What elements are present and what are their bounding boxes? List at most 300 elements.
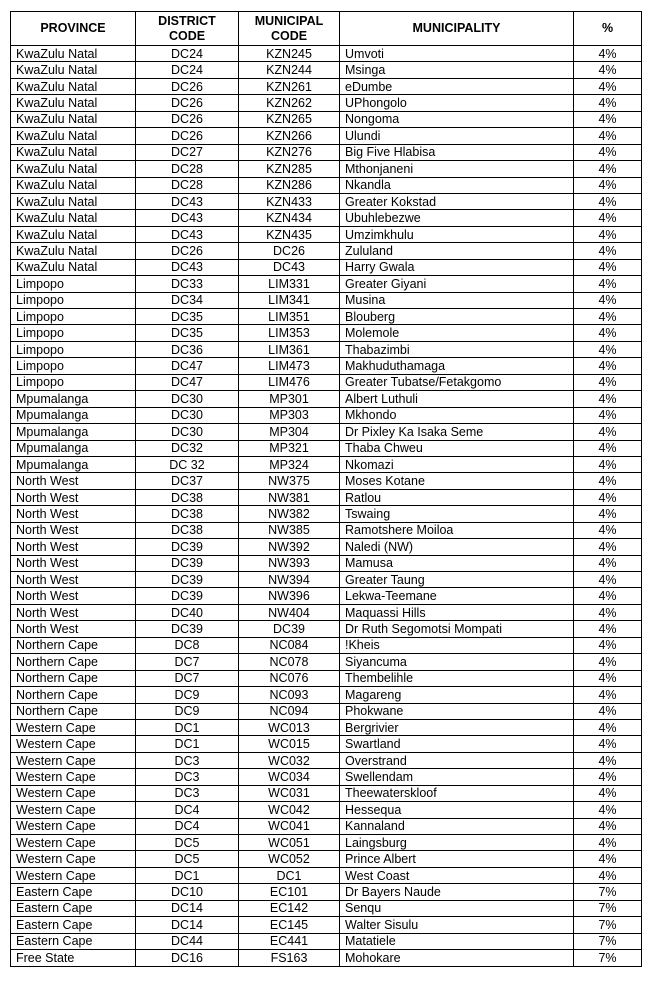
cell-province: Western Cape	[11, 752, 136, 768]
table-row	[11, 78, 642, 94]
cell-province: KwaZulu Natal	[11, 210, 136, 226]
cell-municipal-code: DC26	[239, 243, 340, 259]
cell-percent: 4%	[574, 736, 642, 752]
table-row	[11, 226, 642, 242]
cell-province: Limpopo	[11, 292, 136, 308]
cell-municipal-code: NW381	[239, 489, 340, 505]
cell-province: North West	[11, 473, 136, 489]
cell-municipality: Mohokare	[340, 950, 574, 966]
cell-percent: 4%	[574, 473, 642, 489]
cell-province: Northern Cape	[11, 654, 136, 670]
cell-percent: 4%	[574, 719, 642, 735]
table-row	[11, 95, 642, 111]
cell-municipality: Nkomazi	[340, 456, 574, 472]
cell-municipality: Albert Luthuli	[340, 391, 574, 407]
cell-percent: 4%	[574, 128, 642, 144]
cell-percent: 4%	[574, 506, 642, 522]
table-row	[11, 473, 642, 489]
municipality-table	[10, 11, 642, 967]
cell-municipality: Ubuhlebezwe	[340, 210, 574, 226]
table-row	[11, 391, 642, 407]
cell-municipal-code: EC145	[239, 917, 340, 933]
table-row	[11, 588, 642, 604]
cell-municipal-code: NW404	[239, 604, 340, 620]
cell-percent: 4%	[574, 309, 642, 325]
cell-percent: 4%	[574, 835, 642, 851]
cell-municipality: West Coast	[340, 867, 574, 883]
cell-percent: 4%	[574, 391, 642, 407]
header-province: PROVINCE	[11, 12, 136, 46]
cell-municipal-code: WC031	[239, 785, 340, 801]
cell-percent: 4%	[574, 341, 642, 357]
table-row	[11, 555, 642, 571]
cell-province: KwaZulu Natal	[11, 144, 136, 160]
cell-municipality: Big Five Hlabisa	[340, 144, 574, 160]
cell-province: Western Cape	[11, 835, 136, 851]
table-row	[11, 670, 642, 686]
cell-province: North West	[11, 522, 136, 538]
cell-municipal-code: KZN262	[239, 95, 340, 111]
header-percent: %	[574, 12, 642, 46]
table-header	[11, 12, 642, 46]
cell-province: Limpopo	[11, 374, 136, 390]
cell-district-code: DC4	[136, 818, 239, 834]
cell-province: Limpopo	[11, 325, 136, 341]
cell-municipal-code: NC078	[239, 654, 340, 670]
cell-municipal-code: WC032	[239, 752, 340, 768]
table-row	[11, 950, 642, 966]
cell-district-code: DC38	[136, 522, 239, 538]
table-row	[11, 900, 642, 916]
cell-municipal-code: KZN433	[239, 193, 340, 209]
cell-municipal-code: LIM341	[239, 292, 340, 308]
cell-municipal-code: KZN276	[239, 144, 340, 160]
cell-province: Western Cape	[11, 719, 136, 735]
cell-municipal-code: WC052	[239, 851, 340, 867]
cell-percent: 4%	[574, 226, 642, 242]
cell-municipality: Thabazimbi	[340, 341, 574, 357]
cell-municipality: Matatiele	[340, 933, 574, 949]
cell-district-code: DC14	[136, 917, 239, 933]
cell-municipal-code: EC101	[239, 884, 340, 900]
cell-municipality: Ramotshere Moiloa	[340, 522, 574, 538]
cell-province: Mpumalanga	[11, 407, 136, 423]
table-row	[11, 210, 642, 226]
table-row	[11, 621, 642, 637]
cell-province: KwaZulu Natal	[11, 193, 136, 209]
cell-municipality: Overstrand	[340, 752, 574, 768]
cell-municipality: Dr Pixley Ka Isaka Seme	[340, 424, 574, 440]
cell-district-code: DC32	[136, 440, 239, 456]
table-row	[11, 325, 642, 341]
cell-district-code: DC5	[136, 851, 239, 867]
cell-district-code: DC26	[136, 95, 239, 111]
cell-municipal-code: KZN261	[239, 78, 340, 94]
cell-district-code: DC7	[136, 654, 239, 670]
cell-municipal-code: NC076	[239, 670, 340, 686]
cell-percent: 4%	[574, 637, 642, 653]
cell-municipality: Msinga	[340, 62, 574, 78]
cell-district-code: DC34	[136, 292, 239, 308]
table-row	[11, 424, 642, 440]
cell-percent: 7%	[574, 917, 642, 933]
cell-municipality: Walter Sisulu	[340, 917, 574, 933]
header-district-code	[136, 12, 239, 46]
cell-district-code: DC39	[136, 572, 239, 588]
cell-district-code: DC43	[136, 210, 239, 226]
cell-municipal-code: WC041	[239, 818, 340, 834]
cell-municipality: UPhongolo	[340, 95, 574, 111]
cell-municipal-code: FS163	[239, 950, 340, 966]
cell-municipality: Senqu	[340, 900, 574, 916]
cell-percent: 4%	[574, 424, 642, 440]
table-row	[11, 522, 642, 538]
header-municipal-code	[239, 12, 340, 46]
cell-municipality: Greater Tubatse/Fetakgomo	[340, 374, 574, 390]
cell-municipality: Thaba Chweu	[340, 440, 574, 456]
cell-district-code: DC43	[136, 193, 239, 209]
cell-province: KwaZulu Natal	[11, 161, 136, 177]
cell-municipality: Greater Kokstad	[340, 193, 574, 209]
cell-municipal-code: KZN244	[239, 62, 340, 78]
table-row	[11, 111, 642, 127]
cell-province: KwaZulu Natal	[11, 259, 136, 275]
table-row	[11, 144, 642, 160]
cell-province: KwaZulu Natal	[11, 111, 136, 127]
table-row	[11, 259, 642, 275]
table-row	[11, 604, 642, 620]
cell-province: Eastern Cape	[11, 933, 136, 949]
cell-province: KwaZulu Natal	[11, 46, 136, 62]
cell-municipality: Mamusa	[340, 555, 574, 571]
cell-district-code: DC24	[136, 62, 239, 78]
cell-district-code: DC35	[136, 325, 239, 341]
table-row	[11, 161, 642, 177]
table-row	[11, 407, 642, 423]
cell-municipal-code: KZN435	[239, 226, 340, 242]
cell-percent: 4%	[574, 243, 642, 259]
cell-district-code: DC40	[136, 604, 239, 620]
cell-percent: 4%	[574, 522, 642, 538]
table-row	[11, 851, 642, 867]
cell-percent: 4%	[574, 703, 642, 719]
table-row	[11, 46, 642, 62]
cell-district-code: DC43	[136, 259, 239, 275]
cell-district-code: DC1	[136, 867, 239, 883]
table-row	[11, 703, 642, 719]
cell-district-code: DC39	[136, 555, 239, 571]
cell-percent: 7%	[574, 900, 642, 916]
cell-municipal-code: LIM361	[239, 341, 340, 357]
cell-percent: 4%	[574, 555, 642, 571]
cell-municipal-code: NC084	[239, 637, 340, 653]
table-row	[11, 341, 642, 357]
cell-municipal-code: DC39	[239, 621, 340, 637]
cell-province: Western Cape	[11, 769, 136, 785]
cell-province: Mpumalanga	[11, 391, 136, 407]
table-row	[11, 276, 642, 292]
cell-municipal-code: LIM473	[239, 358, 340, 374]
cell-district-code: DC36	[136, 341, 239, 357]
cell-district-code: DC1	[136, 736, 239, 752]
cell-municipality: Naledi (NW)	[340, 539, 574, 555]
cell-province: KwaZulu Natal	[11, 226, 136, 242]
table-row	[11, 818, 642, 834]
cell-municipality: Blouberg	[340, 309, 574, 325]
cell-percent: 7%	[574, 884, 642, 900]
table-row	[11, 654, 642, 670]
table-row	[11, 736, 642, 752]
cell-district-code: DC28	[136, 161, 239, 177]
cell-municipality: Swartland	[340, 736, 574, 752]
cell-municipal-code: KZN266	[239, 128, 340, 144]
cell-percent: 4%	[574, 489, 642, 505]
cell-municipal-code: WC013	[239, 719, 340, 735]
cell-province: Limpopo	[11, 309, 136, 325]
cell-province: Western Cape	[11, 802, 136, 818]
cell-province: Northern Cape	[11, 687, 136, 703]
cell-percent: 4%	[574, 177, 642, 193]
table-row	[11, 309, 642, 325]
cell-province: Northern Cape	[11, 637, 136, 653]
cell-percent: 4%	[574, 588, 642, 604]
cell-municipality: Magareng	[340, 687, 574, 703]
cell-percent: 4%	[574, 374, 642, 390]
cell-district-code: DC38	[136, 506, 239, 522]
cell-municipality: Moses Kotane	[340, 473, 574, 489]
cell-province: KwaZulu Natal	[11, 78, 136, 94]
cell-district-code: DC1	[136, 719, 239, 735]
cell-percent: 4%	[574, 670, 642, 686]
cell-municipal-code: MP304	[239, 424, 340, 440]
cell-province: Northern Cape	[11, 703, 136, 719]
cell-percent: 4%	[574, 210, 642, 226]
table-row	[11, 128, 642, 144]
cell-municipal-code: WC051	[239, 835, 340, 851]
cell-municipal-code: NC093	[239, 687, 340, 703]
cell-municipal-code: NC094	[239, 703, 340, 719]
cell-percent: 4%	[574, 358, 642, 374]
cell-province: Mpumalanga	[11, 456, 136, 472]
header-district-code-label: DISTRICT CODE	[158, 13, 216, 43]
cell-percent: 4%	[574, 687, 642, 703]
cell-percent: 4%	[574, 259, 642, 275]
cell-percent: 4%	[574, 867, 642, 883]
cell-province: North West	[11, 572, 136, 588]
cell-district-code: DC26	[136, 111, 239, 127]
cell-municipal-code: EC441	[239, 933, 340, 949]
cell-district-code: DC3	[136, 785, 239, 801]
cell-province: North West	[11, 555, 136, 571]
cell-municipal-code: LIM476	[239, 374, 340, 390]
cell-province: Western Cape	[11, 785, 136, 801]
cell-percent: 4%	[574, 752, 642, 768]
cell-municipality: Mthonjaneni	[340, 161, 574, 177]
cell-municipality: !Kheis	[340, 637, 574, 653]
cell-district-code: DC16	[136, 950, 239, 966]
cell-province: KwaZulu Natal	[11, 62, 136, 78]
cell-municipal-code: DC1	[239, 867, 340, 883]
cell-district-code: DC33	[136, 276, 239, 292]
cell-municipal-code: KZN434	[239, 210, 340, 226]
cell-province: Western Cape	[11, 867, 136, 883]
cell-municipality: Makhuduthamaga	[340, 358, 574, 374]
table-row	[11, 884, 642, 900]
cell-percent: 4%	[574, 95, 642, 111]
cell-municipality: Tswaing	[340, 506, 574, 522]
cell-district-code: DC39	[136, 621, 239, 637]
cell-municipality: Harry Gwala	[340, 259, 574, 275]
header-municipality: MUNICIPALITY	[340, 12, 574, 46]
cell-percent: 7%	[574, 933, 642, 949]
cell-municipality: Hessequa	[340, 802, 574, 818]
cell-municipality: Greater Giyani	[340, 276, 574, 292]
cell-province: North West	[11, 604, 136, 620]
cell-district-code: DC35	[136, 309, 239, 325]
municipality-table-container	[10, 11, 641, 967]
cell-province: North West	[11, 539, 136, 555]
cell-municipality: Siyancuma	[340, 654, 574, 670]
cell-municipal-code: EC142	[239, 900, 340, 916]
cell-district-code: DC27	[136, 144, 239, 160]
cell-district-code: DC 32	[136, 456, 239, 472]
cell-district-code: DC26	[136, 78, 239, 94]
cell-municipal-code: NW375	[239, 473, 340, 489]
cell-district-code: DC9	[136, 687, 239, 703]
cell-percent: 4%	[574, 407, 642, 423]
cell-percent: 4%	[574, 539, 642, 555]
cell-municipal-code: MP321	[239, 440, 340, 456]
cell-province: Western Cape	[11, 736, 136, 752]
cell-district-code: DC14	[136, 900, 239, 916]
cell-municipal-code: WC034	[239, 769, 340, 785]
cell-province: Eastern Cape	[11, 884, 136, 900]
cell-district-code: DC47	[136, 374, 239, 390]
cell-district-code: DC37	[136, 473, 239, 489]
cell-province: KwaZulu Natal	[11, 128, 136, 144]
cell-municipal-code: WC015	[239, 736, 340, 752]
cell-municipality: Greater Taung	[340, 572, 574, 588]
table-row	[11, 456, 642, 472]
cell-municipality: Dr Bayers Naude	[340, 884, 574, 900]
cell-municipal-code: LIM331	[239, 276, 340, 292]
cell-district-code: DC26	[136, 128, 239, 144]
header-municipal-code-label: MUNICIPAL CODE	[254, 13, 324, 43]
cell-province: Limpopo	[11, 276, 136, 292]
table-row	[11, 539, 642, 555]
cell-percent: 4%	[574, 161, 642, 177]
cell-percent: 4%	[574, 46, 642, 62]
cell-percent: 4%	[574, 802, 642, 818]
table-row	[11, 769, 642, 785]
table-row	[11, 802, 642, 818]
cell-municipality: Ulundi	[340, 128, 574, 144]
table-row	[11, 637, 642, 653]
cell-province: Limpopo	[11, 341, 136, 357]
cell-percent: 4%	[574, 144, 642, 160]
cell-municipal-code: KZN285	[239, 161, 340, 177]
cell-percent: 4%	[574, 78, 642, 94]
cell-province: Free State	[11, 950, 136, 966]
cell-municipal-code: NW382	[239, 506, 340, 522]
table-row	[11, 440, 642, 456]
cell-province: North West	[11, 621, 136, 637]
cell-municipality: Ratlou	[340, 489, 574, 505]
cell-district-code: DC30	[136, 391, 239, 407]
cell-municipality: Lekwa-Teemane	[340, 588, 574, 604]
cell-municipal-code: NW392	[239, 539, 340, 555]
cell-district-code: DC44	[136, 933, 239, 949]
table-row	[11, 243, 642, 259]
table-row	[11, 867, 642, 883]
table-row	[11, 62, 642, 78]
cell-province: Northern Cape	[11, 670, 136, 686]
cell-municipality: Swellendam	[340, 769, 574, 785]
table-row	[11, 374, 642, 390]
cell-percent: 4%	[574, 604, 642, 620]
cell-district-code: DC30	[136, 424, 239, 440]
cell-municipality: Mkhondo	[340, 407, 574, 423]
cell-district-code: DC4	[136, 802, 239, 818]
table-row	[11, 917, 642, 933]
cell-municipal-code: WC042	[239, 802, 340, 818]
cell-district-code: DC30	[136, 407, 239, 423]
cell-municipality: Kannaland	[340, 818, 574, 834]
cell-municipality: Musina	[340, 292, 574, 308]
cell-percent: 4%	[574, 193, 642, 209]
cell-percent: 4%	[574, 785, 642, 801]
cell-percent: 4%	[574, 111, 642, 127]
cell-district-code: DC39	[136, 539, 239, 555]
cell-municipal-code: DC43	[239, 259, 340, 275]
cell-percent: 4%	[574, 62, 642, 78]
table-row	[11, 358, 642, 374]
cell-percent: 4%	[574, 456, 642, 472]
cell-municipality: Nongoma	[340, 111, 574, 127]
cell-municipality: Phokwane	[340, 703, 574, 719]
cell-percent: 4%	[574, 769, 642, 785]
cell-municipal-code: NW396	[239, 588, 340, 604]
cell-municipal-code: KZN286	[239, 177, 340, 193]
cell-percent: 4%	[574, 276, 642, 292]
cell-municipal-code: MP301	[239, 391, 340, 407]
table-row	[11, 752, 642, 768]
cell-municipality: Thembelihle	[340, 670, 574, 686]
cell-percent: 4%	[574, 325, 642, 341]
table-row	[11, 687, 642, 703]
cell-municipality: Theewaterskloof	[340, 785, 574, 801]
table-row	[11, 506, 642, 522]
cell-municipal-code: NW385	[239, 522, 340, 538]
cell-municipality: Laingsburg	[340, 835, 574, 851]
cell-province: North West	[11, 489, 136, 505]
cell-municipality: Prince Albert	[340, 851, 574, 867]
cell-percent: 4%	[574, 292, 642, 308]
cell-province: North West	[11, 588, 136, 604]
cell-municipality: Molemole	[340, 325, 574, 341]
cell-percent: 4%	[574, 851, 642, 867]
cell-municipal-code: LIM353	[239, 325, 340, 341]
cell-percent: 4%	[574, 440, 642, 456]
cell-province: Eastern Cape	[11, 917, 136, 933]
table-body	[11, 46, 642, 967]
cell-municipality: Umvoti	[340, 46, 574, 62]
cell-municipality: Dr Ruth Segomotsi Mompati	[340, 621, 574, 637]
cell-municipality: eDumbe	[340, 78, 574, 94]
cell-percent: 4%	[574, 621, 642, 637]
cell-percent: 7%	[574, 950, 642, 966]
cell-district-code: DC47	[136, 358, 239, 374]
